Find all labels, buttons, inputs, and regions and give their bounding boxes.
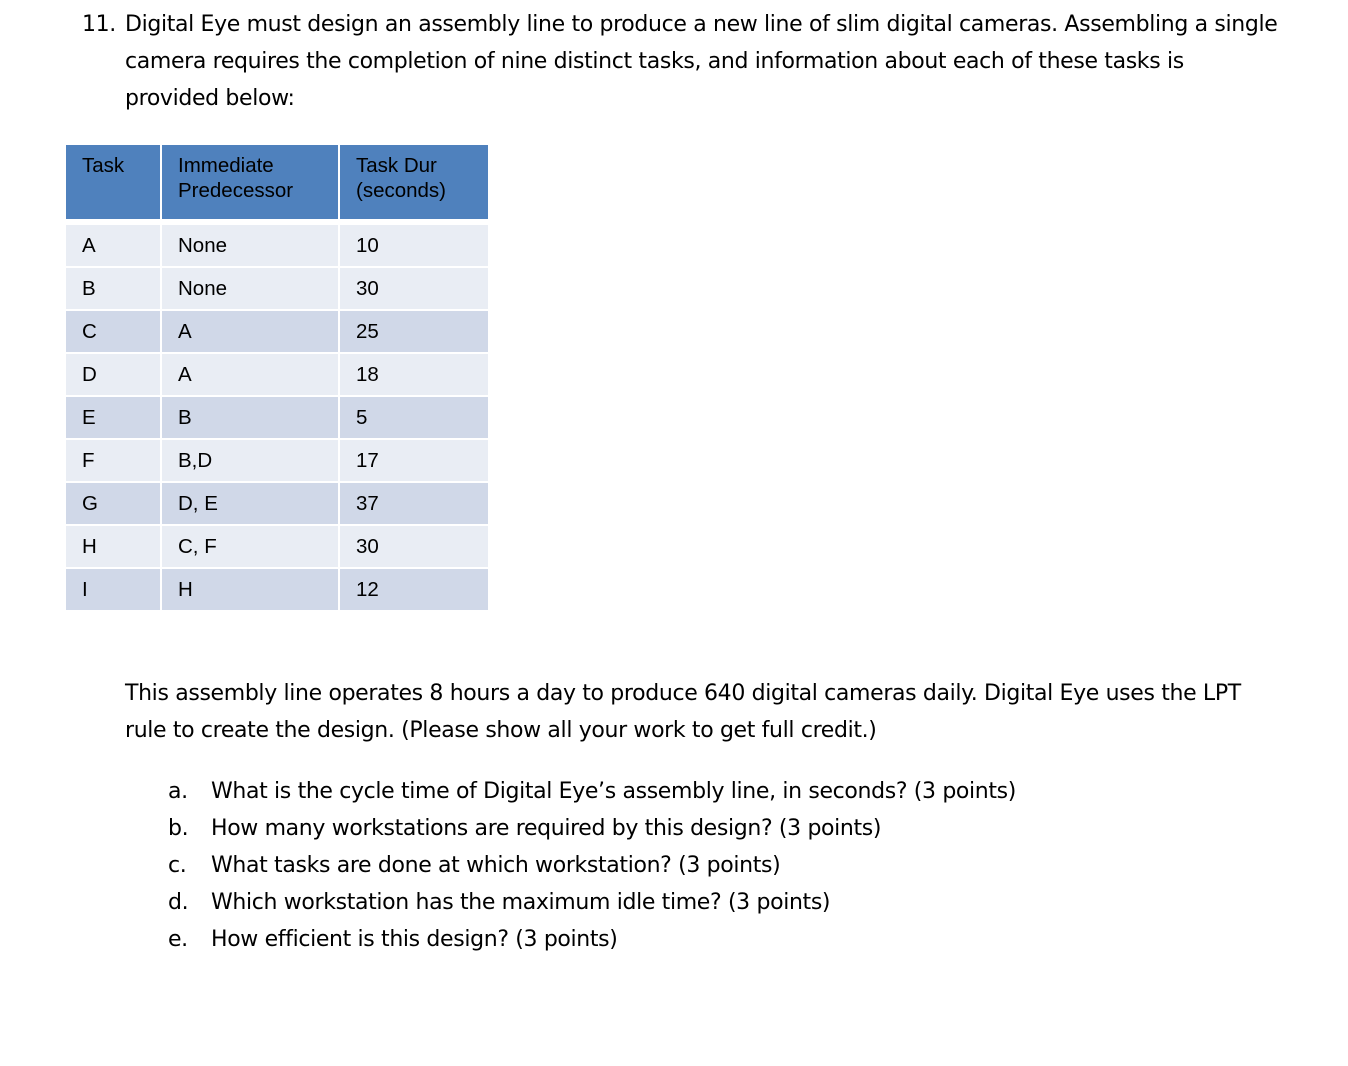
cell-task: B	[66, 268, 160, 309]
question-intro	[82, 6, 1282, 117]
table-row	[66, 440, 488, 481]
sub-question-text: What is the cycle time of Digital Eye’s assembly line, in seconds? (3 points)	[211, 779, 1017, 804]
cell-task: G	[66, 483, 160, 524]
header-task	[66, 145, 160, 223]
cell-predecessor: None	[162, 268, 338, 309]
cell-duration: 12	[340, 569, 488, 610]
cell-duration: 18	[340, 354, 488, 395]
table-row	[66, 397, 488, 438]
scenario-text: This assembly line operates 8 hours a day to produce 640 digital cameras daily. Digital Eye uses the LPT rule to create the design. (Please show all your work to get full credit.)	[125, 681, 1241, 743]
task-table	[64, 143, 490, 612]
sub-question-text: Which workstation has the maximum idle time? (3 points)	[211, 890, 831, 915]
cell-predecessor: None	[162, 225, 338, 266]
table-row	[66, 354, 488, 395]
cell-task: H	[66, 526, 160, 567]
cell-task: D	[66, 354, 160, 395]
header-task-label: Task	[82, 154, 125, 177]
cell-predecessor: D, E	[162, 483, 338, 524]
sub-question-text: What tasks are done at which workstation? (3 points)	[211, 853, 781, 878]
cell-predecessor: A	[162, 311, 338, 352]
table-row	[66, 225, 488, 266]
table-row	[66, 569, 488, 610]
cell-task: F	[66, 440, 160, 481]
header-predecessor-line2: Predecessor	[178, 179, 294, 202]
cell-predecessor: A	[162, 354, 338, 395]
question-number: 11.	[82, 12, 116, 37]
cell-predecessor: B,D	[162, 440, 338, 481]
question-intro-text: Digital Eye must design an assembly line to produce a new line of slim digital cameras. Assembling a single camera requires the completion of nine distinct tasks, and information about each of these tasks is provided below:	[125, 12, 1278, 111]
sub-question-text: How efficient is this design? (3 points)	[211, 927, 618, 952]
header-duration	[340, 145, 488, 223]
cell-duration: 37	[340, 483, 488, 524]
cell-duration: 25	[340, 311, 488, 352]
cell-predecessor: H	[162, 569, 338, 610]
sub-question-letter: d.	[168, 890, 189, 915]
cell-duration: 17	[340, 440, 488, 481]
header-duration-line2: (seconds)	[356, 179, 447, 202]
cell-duration: 30	[340, 268, 488, 309]
cell-task: C	[66, 311, 160, 352]
cell-predecessor: C, F	[162, 526, 338, 567]
header-predecessor	[162, 145, 338, 223]
cell-duration: 30	[340, 526, 488, 567]
cell-duration: 10	[340, 225, 488, 266]
header-duration-line1: Task Dur	[356, 154, 437, 177]
header-predecessor-line1: Immediate	[178, 154, 274, 177]
cell-task: A	[66, 225, 160, 266]
cell-predecessor: B	[162, 397, 338, 438]
cell-duration: 5	[340, 397, 488, 438]
sub-question-letter: a.	[168, 779, 188, 804]
sub-question-letter: e.	[168, 927, 188, 952]
table-row	[66, 526, 488, 567]
sub-question-letter: b.	[168, 816, 189, 841]
table-row	[66, 311, 488, 352]
sub-question-letter: c.	[168, 853, 187, 878]
table-header-row	[66, 145, 488, 223]
cell-task: I	[66, 569, 160, 610]
table-row	[66, 268, 488, 309]
cell-task: E	[66, 397, 160, 438]
sub-question-text: How many workstations are required by this design? (3 points)	[211, 816, 882, 841]
table-row	[66, 483, 488, 524]
